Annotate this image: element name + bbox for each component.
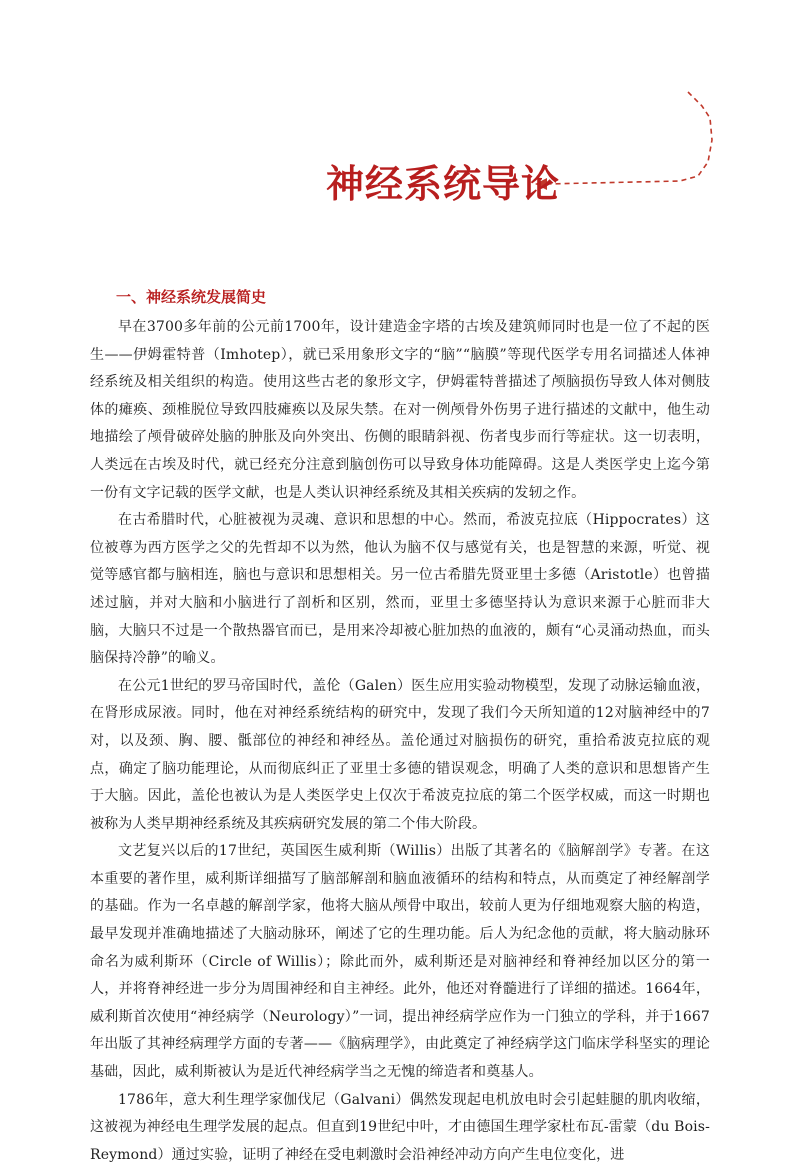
dashed-curve-line — [545, 92, 712, 184]
decorative-dashed-arrow — [0, 0, 800, 260]
body-content — [90, 284, 710, 1169]
paragraph-galvani: 1786年，意大利生理学家伽伐尼（Galvani）偶然发现起电机放电时会引起蛙腿的肌肉收缩，这被视为神经电生理学发展的起点。但直到19世纪中叶，才由德国生理学家杜布瓦-雷蒙（du Bois-Reymond）通过实验，证明了神经在受电刺激时会沿神经冲动方向产生电位变化，进 — [90, 1091, 710, 1163]
paragraph-imhotep: 早在3700多年前的公元前1700年，设计建造金字塔的古埃及建筑师同时也是一位了不起的医生——伊姆霍特普（Imhotep），就已采用象形文字的“脑”“脑膜”等现代医学专用名词描述人体神经系统及相关组织的构造。使用这些古老的象形文字，伊姆霍特普描述了颅脑损伤导致人体对侧肢体的瘫痪、颈椎脱位导致四肢瘫痪以及尿失禁。在对一例颅骨外伤男子进行描述的文献中，他生动地描绘了颅骨破碎处脑的肿胀及向外突出、伤侧的眼睛斜视、伤者曳步而行等症状。这一切表明，人类远在古埃及时代，就已经充分注意到脑创伤可以导致身体功能障碍。这是人类医学史上迄今第一份有文字记载的医学文献，也是人类认识神经系统及其相关疾病的发轫之作。 — [90, 319, 710, 501]
paragraph-ancient-greece: 在古希腊时代，心脏被视为灵魂、意识和思想的中心。然而，希波克拉底（Hippocrates）这位被尊为西方医学之父的先哲却不以为然，他认为脑不仅与感觉有关，也是智慧的来源，听觉、视觉等感官都与脑相连，脑也与意识和思想相关。另一位古希腊先贤亚里士多德（Aristotle）也曾描述过脑，并对大脑和小脑进行了剖析和区别，然而，亚里士多德坚持认为意识来源于心脏而非大脑，大脑只不过是一个散热器官而已，是用来冷却被心脏加热的血液的，颇有“心灵涌动热血，而头脑保持冷静”的喻义。 — [90, 512, 710, 667]
section-heading: 一、神经系统发展简史 — [116, 288, 267, 306]
paragraph-galen: 在公元1世纪的罗马帝国时代，盖伦（Galen）医生应用实验动物模型，发现了动脉运输血液，在肾形成尿液。同时，他在对神经系统结构的研究中，发现了我们今天所知道的12对脑神经中的7对，以及颈、胸、腰、骶部位的神经和神经丛。盖伦通过对脑损伤的研究，重拾希波克拉底的观点，确定了脑功能理论，从而彻底纠正了亚里士多德的错误观念，明确了人类的意识和思想皆产生于大脑。因此，盖伦也被认为是人类医学史上仅次于希波克拉底的第二个医学权威，而这一时期也被称为人类早期神经系统及其疾病研究发展的第二个伟大阶段。 — [90, 677, 710, 832]
paragraph-willis: 文艺复兴以后的17世纪，英国医生威利斯（Willis）出版了其著名的《脑解剖学》专著。在这本重要的著作里，威利斯详细描写了脑部解剖和脑血液循环的结构和特点，从而奠定了神经解剖学的基础。作为一名卓越的解剖学家，他将大脑从颅骨中取出，较前人更为仔细地观察大脑的构造，最早发现并准确地描述了大脑动脉环，阐述了它的生理功能。后人为纪念他的贡献，将大脑动脉环命名为威利斯环（Circle of Willis）；除此而外，威利斯还是对脑神经和脊神经加以区分的第一人，并将脊神经进一步分为周围神经和自主神经。此外，他还对脊髓进行了详细的描述。1664年，威利斯首次使用“神经病学（Neurology）”一词，提出神经病学应作为一门独立的学科，并于1667年出版了其神经病理学方面的专著——《脑病理学》，由此奠定了神经病学这门临床学科坚实的理论基础，因此，威利斯被认为是近代神经病学当之无愧的缔造者和奠基人。 — [90, 843, 710, 1081]
chapter-title: 神经系统导论 — [326, 162, 561, 206]
